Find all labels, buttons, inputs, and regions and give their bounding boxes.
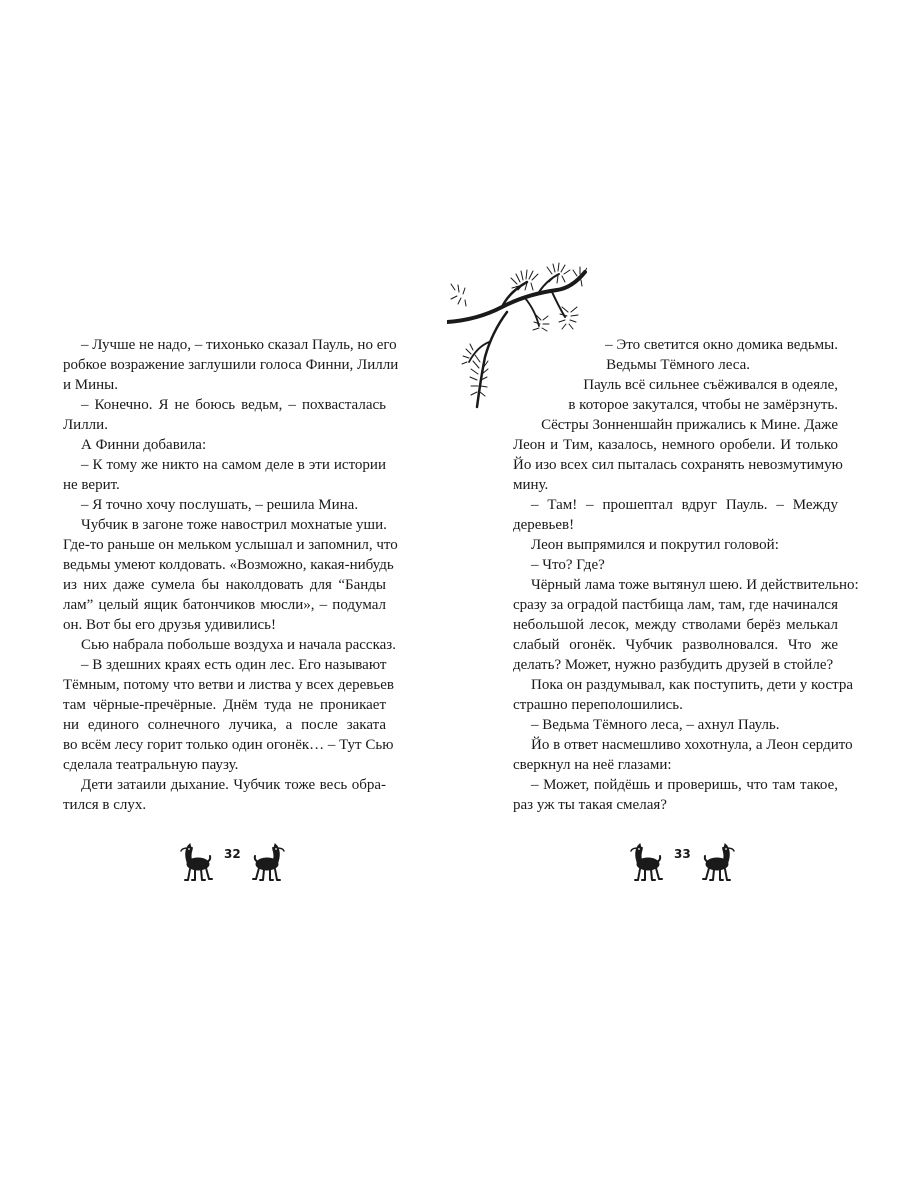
text-line: робкое возражение заглушили голоса Финни, Лилли: [63, 357, 399, 373]
text-line: лам” целый ящик батончиков мюсли», – подумал: [63, 597, 386, 613]
text-line: Дети затаили дыхание. Чубчик тоже весь обра-: [81, 777, 386, 793]
text-line: мину.: [513, 477, 549, 493]
text-line: Пока он раздумывал, как поступить, дети у костра: [531, 677, 854, 693]
text-line: – В здешних краях есть один лес. Его называют: [81, 657, 387, 673]
text-line: Ведьмы Тёмного леса.: [606, 357, 750, 373]
text-line: А Финни добавила:: [81, 437, 207, 453]
text-line: – Что? Где?: [531, 557, 605, 573]
left-page-text: [63, 335, 399, 815]
text-line: тился в слух.: [63, 797, 147, 813]
text-line: – Это светится окно домика ведьмы.: [605, 337, 838, 353]
left-folio: [178, 838, 287, 886]
text-line: – Лучше не надо, – тихонько сказал Пауль, но его: [81, 337, 397, 353]
text-line: делать? Может, нужно разбудить друзей в стойле?: [513, 657, 834, 673]
text-line: сверкнул на неё глазами:: [513, 757, 672, 773]
text-line: Чубчик в загоне тоже навострил мохнатые уши.: [81, 517, 387, 533]
text-line: он. Вот бы его друзья удивились!: [63, 617, 276, 633]
text-line: из них даже сумела бы наколдовать для “Банды: [63, 577, 386, 593]
text-line: сделала театральную паузу.: [63, 757, 239, 773]
llama-icon: [628, 840, 668, 884]
text-line: сразу за оградой пастбища лам, там, где начинался: [513, 597, 838, 613]
text-line: раз уж ты такая смелая?: [513, 797, 667, 813]
text-line: небольшой лесок, между стволами берёз мелькал: [513, 617, 838, 633]
text-line: Йо в ответ насмешливо хохотнула, а Леон сердито: [531, 737, 853, 753]
text-line: Чёрный лама тоже вытянул шею. И действительно:: [531, 577, 859, 593]
text-line: слабый огонёк. Чубчик разволновался. Что же: [513, 637, 838, 653]
text-line: ведьмы умеют колдовать. «Возможно, какая-нибудь: [63, 557, 394, 573]
text-line: Сёстры Зонненшайн прижались к Мине. Даже: [541, 417, 838, 433]
page-number: 33: [674, 847, 691, 861]
text-line: Леон выпрямился и покрутил головой:: [531, 537, 779, 553]
llama-icon: [697, 840, 737, 884]
text-line: – Я точно хочу послушать, – решила Мина.: [81, 497, 359, 513]
text-line: – Может, пойдёшь и проверишь, что там такое,: [531, 777, 838, 793]
text-line: ни единого солнечного лучика, а после заката: [63, 717, 386, 733]
text-line: – Там! – прошептал вдруг Пауль. – Между: [531, 497, 838, 513]
text-line: деревьев!: [513, 517, 575, 533]
text-line: там чёрные-пречёрные. Днём туда не проникает: [63, 697, 386, 713]
text-line: – Ведьма Тёмного леса, – ахнул Пауль.: [531, 717, 780, 733]
text-line: страшно переполошились.: [513, 697, 683, 713]
text-line: Леон и Тим, казалось, немного оробели. И только: [513, 437, 838, 453]
text-line: – К тому же никто на самом деле в эти истории: [81, 457, 386, 473]
text-line: Сью набрала побольше воздуха и начала рассказ.: [81, 637, 396, 653]
right-folio: [628, 838, 737, 886]
text-line: Тёмным, потому что ветви и листва у всех деревьев: [63, 677, 394, 693]
text-line: – Конечно. Я не боюсь ведьм, – похвасталась: [81, 397, 386, 413]
llama-icon: [247, 840, 287, 884]
text-line: Пауль всё сильнее съёживался в одеяле,: [583, 377, 838, 393]
text-line: не верит.: [63, 477, 120, 493]
text-line: в которое закутался, чтобы не замёрзнуть.: [568, 397, 838, 413]
text-line: во всём лесу горит только один огонёк… – Тут Сью: [63, 737, 394, 753]
page-number: 32: [224, 847, 241, 861]
text-line: Где-то раньше он мельком услышал и запомнил, что: [63, 537, 398, 553]
text-line: Йо изо всех сил пыталась сохранять невозмутимую: [513, 457, 843, 473]
text-line: Лилли.: [63, 417, 108, 433]
llama-icon: [178, 840, 218, 884]
pine-branch-illustration: [447, 262, 587, 412]
text-line: и Мины.: [63, 377, 118, 393]
